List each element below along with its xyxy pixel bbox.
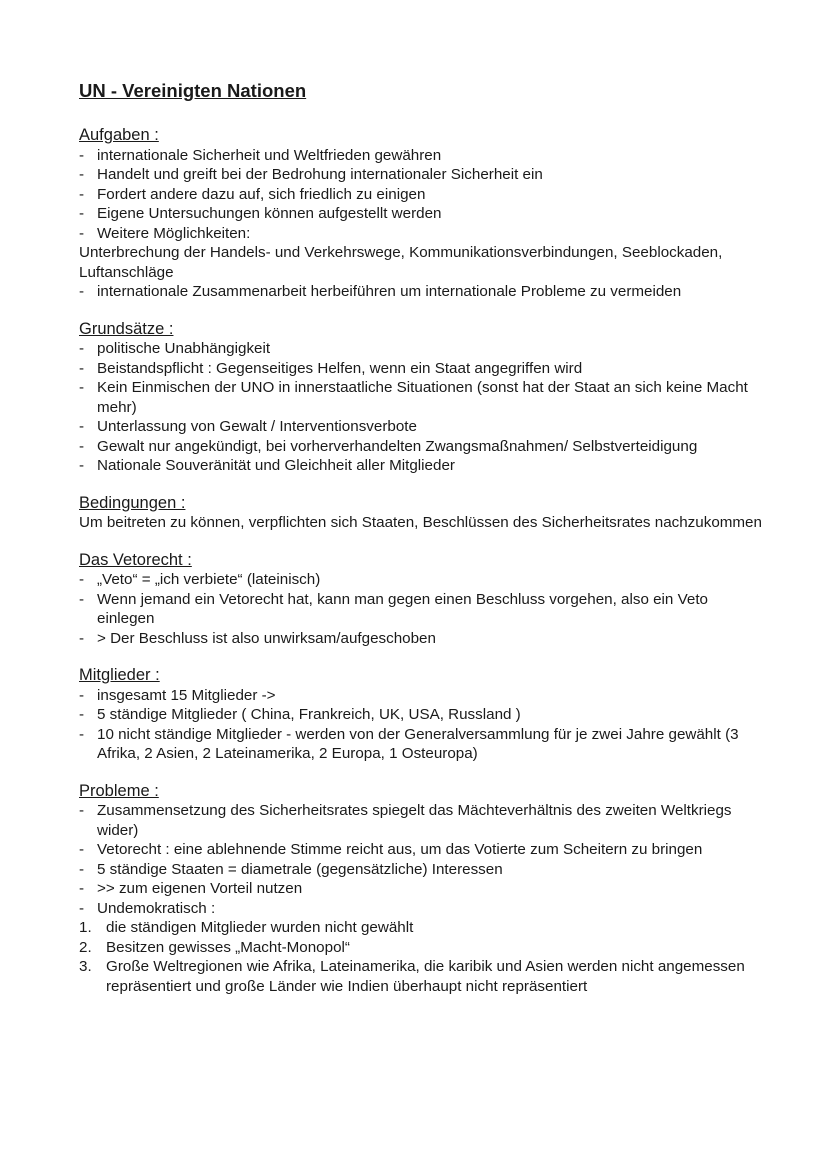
document-title: UN - Vereinigten Nationen	[79, 80, 307, 101]
dash-bullet-icon: -	[79, 899, 85, 917]
dash-bullet-icon: -	[79, 841, 85, 858]
section-mitglieder	[79, 666, 768, 764]
bullet-item	[79, 185, 768, 205]
bullet-item	[79, 686, 768, 706]
bullet-item	[79, 204, 768, 224]
bullet-item	[79, 378, 768, 417]
item-text: Weitere Möglichkeiten:	[97, 224, 251, 242]
section-heading-probleme: Probleme :	[79, 781, 159, 800]
bullet-item	[79, 879, 768, 899]
item-text: Kein Einmischen der UNO in innerstaatliche Situationen (sonst hat der Staat an sich keine Macht mehr)	[97, 379, 748, 416]
bullet-item	[79, 570, 768, 590]
section-heading-grundsaetze: Grundsätze :	[79, 319, 174, 338]
dash-bullet-icon: -	[79, 340, 85, 357]
dash-bullet-icon: -	[79, 224, 85, 242]
bullet-item	[79, 629, 768, 649]
item-text: Handelt und greift bei der Bedrohung internationaler Sicherheit ein	[97, 166, 543, 183]
item-text: Zusammensetzung des Sicherheitsrates spiegelt das Mächteverhältnis des zweiten Weltkriegs wider)	[97, 802, 732, 839]
text-line: Um beitreten zu können, verpflichten sich Staaten, Beschlüssen des Sicherheitsrates nachzukommen	[79, 514, 762, 531]
item-text: Eigene Untersuchungen können aufgestellt werden	[97, 205, 442, 222]
text-line: Unterbrechung der Handels- und Verkehrswege, Kommunikationsverbindungen, Seeblockaden, Luftanschläge	[79, 244, 723, 281]
dash-bullet-icon: -	[79, 457, 85, 474]
item-text: Vetorecht : eine ablehnende Stimme reicht aus, um das Votierte zum Scheitern zu bringen	[97, 841, 703, 858]
item-text: politische Unabhängigkeit	[97, 340, 271, 357]
dash-bullet-icon: -	[79, 860, 85, 878]
section-grundsaetze	[79, 320, 768, 476]
item-number: 3.	[79, 958, 92, 975]
dash-bullet-icon: -	[79, 880, 85, 897]
item-text: 5 ständige Staaten = diametrale (gegensätzliche) Interessen	[97, 860, 503, 878]
bullet-item	[79, 840, 768, 860]
item-text: Fordert andere dazu auf, sich friedlich zu einigen	[97, 185, 426, 203]
sections-container	[79, 126, 768, 996]
dash-bullet-icon: -	[79, 629, 85, 647]
item-text: internationale Sicherheit und Weltfrieden gewähren	[97, 146, 442, 164]
numbered-item	[79, 918, 768, 938]
bullet-item	[79, 224, 768, 244]
dash-bullet-icon: -	[79, 359, 85, 377]
item-text: Unterlassung von Gewalt / Interventionsverbote	[97, 418, 417, 435]
section-heading-vetorecht: Das Vetorecht :	[79, 550, 192, 569]
bullet-item	[79, 359, 768, 379]
item-text: 10 nicht ständige Mitglieder - werden von der Generalversammlung für je zwei Jahre gewählt (3 Afrika, 2 Asien, 2 Lateinamerika, 2 Europa, 1 Osteuropa)	[97, 725, 739, 762]
section-aufgaben	[79, 126, 768, 302]
bullet-item	[79, 165, 768, 185]
numbered-item	[79, 938, 768, 958]
item-number: 2.	[79, 938, 92, 956]
dash-bullet-icon: -	[79, 185, 85, 203]
item-text: Undemokratisch :	[97, 899, 216, 917]
dash-bullet-icon: -	[79, 283, 85, 300]
item-text: 5 ständige Mitglieder ( China, Frankreich, UK, USA, Russland )	[97, 706, 521, 723]
dash-bullet-icon: -	[79, 686, 85, 704]
bullet-item	[79, 801, 768, 840]
dash-bullet-icon: -	[79, 146, 85, 164]
item-text: Gewalt nur angekündigt, bei vorherverhandelten Zwangsmaßnahmen/ Selbstverteidigung	[97, 437, 698, 455]
item-text: Wenn jemand ein Vetorecht hat, kann man gegen einen Beschluss vorgehen, also ein Veto einlegen	[97, 590, 709, 627]
dash-bullet-icon: -	[79, 205, 85, 222]
item-text: Große Weltregionen wie Afrika, Lateinamerika, die karibik und Asien werden nicht angemessen repräsentiert und große Länder wie Indien überhaupt nicht repräsentiert	[106, 958, 745, 995]
dash-bullet-icon: -	[79, 590, 85, 608]
item-text: internationale Zusammenarbeit herbeiführen um internationale Probleme zu vermeiden	[97, 283, 682, 300]
dash-bullet-icon: -	[79, 802, 85, 819]
item-text: > Der Beschluss ist also unwirksam/aufgeschoben	[97, 629, 436, 647]
bullet-item	[79, 282, 768, 302]
bullet-item	[79, 146, 768, 166]
numbered-item	[79, 957, 768, 996]
section-heading-mitglieder: Mitglieder :	[79, 666, 160, 684]
bullet-item	[79, 339, 768, 359]
item-text: Nationale Souveränität und Gleichheit aller Mitglieder	[97, 457, 455, 474]
item-number: 1.	[79, 919, 92, 936]
dash-bullet-icon: -	[79, 437, 85, 455]
item-text: Beistandspflicht : Gegenseitiges Helfen, wenn ein Staat angegriffen wird	[97, 359, 583, 377]
dash-bullet-icon: -	[79, 379, 85, 396]
item-text: „Veto“ = „ich verbiete“ (lateinisch)	[97, 571, 321, 588]
dash-bullet-icon: -	[79, 725, 85, 743]
bullet-item	[79, 417, 768, 437]
bullet-item	[79, 590, 768, 629]
item-text: insgesamt 15 Mitglieder ->	[97, 686, 276, 704]
section-bedingungen	[79, 494, 768, 533]
section-heading-bedingungen: Bedingungen :	[79, 493, 186, 512]
dash-bullet-icon: -	[79, 571, 85, 588]
bullet-item	[79, 456, 768, 476]
section-vetorecht	[79, 551, 768, 649]
bullet-item	[79, 860, 768, 880]
bullet-item	[79, 725, 768, 764]
item-text: >> zum eigenen Vorteil nutzen	[97, 880, 303, 897]
bullet-item	[79, 899, 768, 919]
dash-bullet-icon: -	[79, 418, 85, 435]
dash-bullet-icon: -	[79, 166, 85, 183]
dash-bullet-icon: -	[79, 706, 85, 723]
section-heading-aufgaben: Aufgaben :	[79, 126, 159, 144]
bullet-item	[79, 437, 768, 457]
item-text: die ständigen Mitglieder wurden nicht gewählt	[106, 919, 414, 936]
section-probleme	[79, 782, 768, 997]
bullet-item	[79, 705, 768, 725]
item-text: Besitzen gewisses „Macht-Monopol“	[106, 938, 350, 956]
